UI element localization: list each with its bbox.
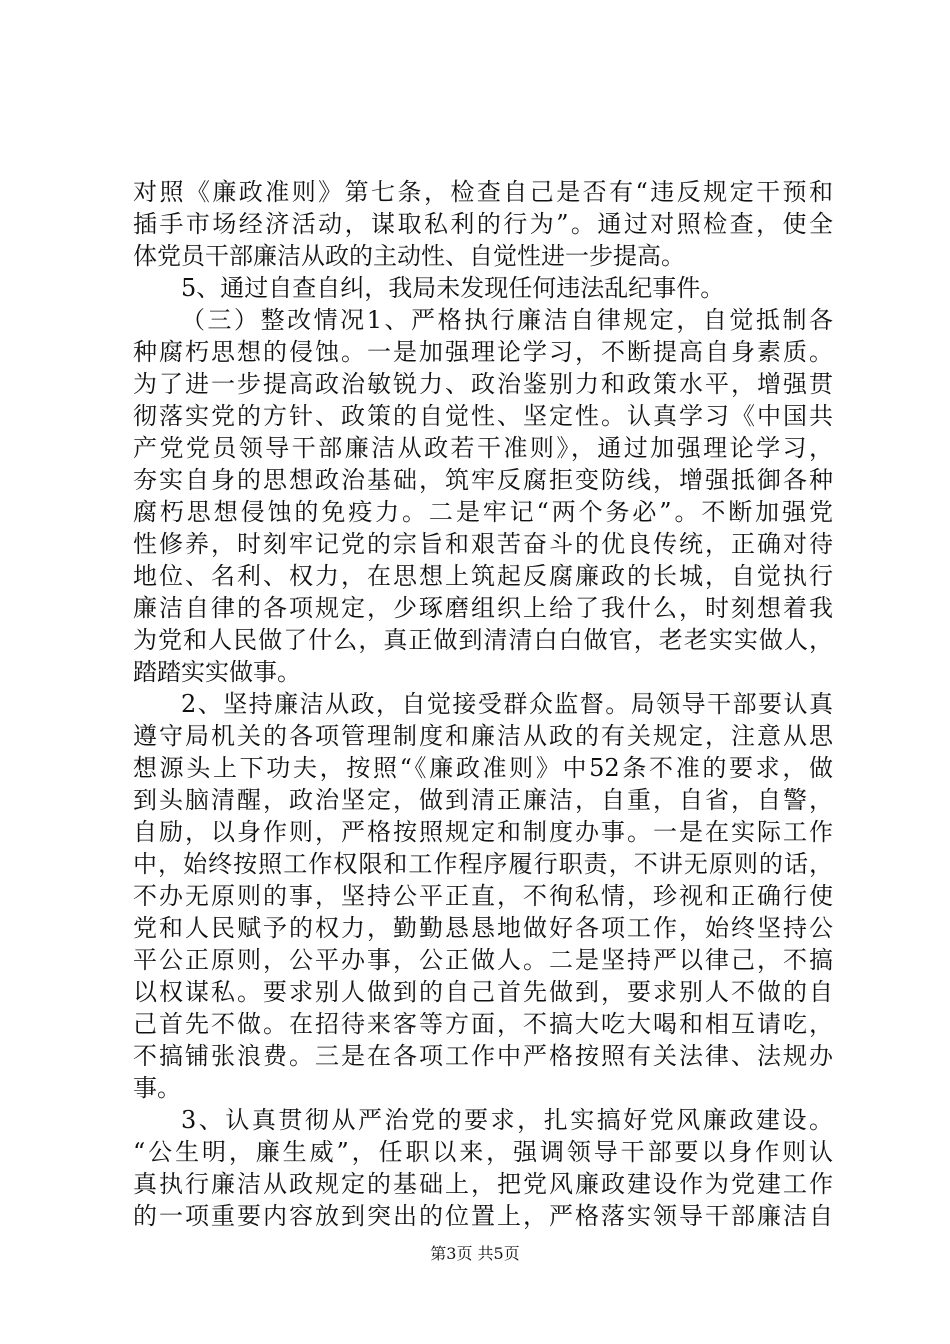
text-line: （三）整改情况1、严格执行廉洁自律规定，自觉抵制各 — [181, 306, 833, 334]
text-line: 真执行廉洁从政规定的基础上，把党风廉政建设作为党建工作 — [133, 1170, 833, 1198]
text-line: 自励，以身作则，严格按照规定和制度办事。一是在实际工作 — [133, 818, 833, 846]
text-line: 对照《廉政准则》第七条，检查自己是否有“违反规定干预和 — [133, 178, 833, 206]
text-line: 不办无原则的事，坚持公平正直，不徇私情，珍视和正确行使 — [133, 882, 833, 910]
text-line: 的一项重要内容放到突出的位置上，严格落实领导干部廉洁自 — [133, 1202, 833, 1230]
text-line: 地位、名利、权力，在思想上筑起反腐廉政的长城，自觉执行 — [133, 562, 833, 590]
text-line: 遵守局机关的各项管理制度和廉洁从政的有关规定，注意从思 — [133, 722, 833, 750]
text-line: 廉洁自律的各项规定，少琢磨组织上给了我什么，时刻想着我 — [133, 594, 833, 622]
text-line: 性修养，时刻牢记党的宗旨和艰苦奋斗的优良传统，正确对待 — [133, 530, 833, 558]
text-line: 彻落实党的方针、政策的自觉性、坚定性。认真学习《中国共 — [133, 402, 833, 430]
text-line: 体党员干部廉洁从政的主动性、自觉性进一步提高。 — [133, 242, 685, 270]
text-line: 以权谋私。要求别人做到的自己首先做到，要求别人不做的自 — [133, 978, 833, 1006]
text-line: 想源头上下功夫，按照“《廉政准则》中52条不准的要求，做 — [133, 754, 833, 782]
text-line: 5、通过自查自纠，我局未发现任何违法乱纪事件。 — [181, 274, 725, 302]
text-line: “公生明，廉生威”，任职以来，强调领导干部要以身作则认 — [133, 1138, 833, 1166]
text-line: 为党和人民做了什么，真正做到清清白白做官，老老实实做人， — [133, 626, 833, 654]
text-line: 3、认真贯彻从严治党的要求，扎实搞好党风廉政建设。 — [181, 1106, 833, 1134]
text-line: 到头脑清醒，政治坚定，做到清正廉洁，自重，自省，自警， — [133, 786, 833, 814]
text-line: 插手市场经济活动，谋取私利的行为”。通过对照检查，使全 — [133, 210, 833, 238]
text-line: 平公正原则，公平办事，公正做人。二是坚持严以律己，不搞 — [133, 946, 833, 974]
text-line: 踏踏实实做事。 — [133, 658, 301, 686]
text-line: 党和人民赋予的权力，勤勤恳恳地做好各项工作，始终坚持公 — [133, 914, 833, 942]
text-line: 不搞铺张浪费。三是在各项工作中严格按照有关法律、法规办 — [133, 1042, 833, 1070]
text-line: 中，始终按照工作权限和工作程序履行职责，不讲无原则的话， — [133, 850, 833, 878]
page-number-footer: 第3页 共5页 — [430, 1244, 520, 1263]
text-line: 为了进一步提高政治敏锐力、政治鉴别力和政策水平，增强贯 — [133, 370, 833, 398]
text-line: 种腐朽思想的侵蚀。一是加强理论学习，不断提高自身素质。 — [133, 338, 833, 366]
text-line: 腐朽思想侵蚀的免疫力。二是牢记“两个务必”。不断加强党 — [133, 498, 833, 526]
text-line: 事。 — [133, 1074, 181, 1102]
text-line: 夯实自身的思想政治基础，筑牢反腐拒变防线，增强抵御各种 — [133, 466, 833, 494]
text-line: 2、坚持廉洁从政，自觉接受群众监督。局领导干部要认真 — [181, 690, 833, 718]
text-line: 己首先不做。在招待来客等方面，不搞大吃大喝和相互请吃， — [133, 1010, 833, 1038]
text-line: 产党党员领导干部廉洁从政若干准则》，通过加强理论学习， — [133, 434, 833, 462]
